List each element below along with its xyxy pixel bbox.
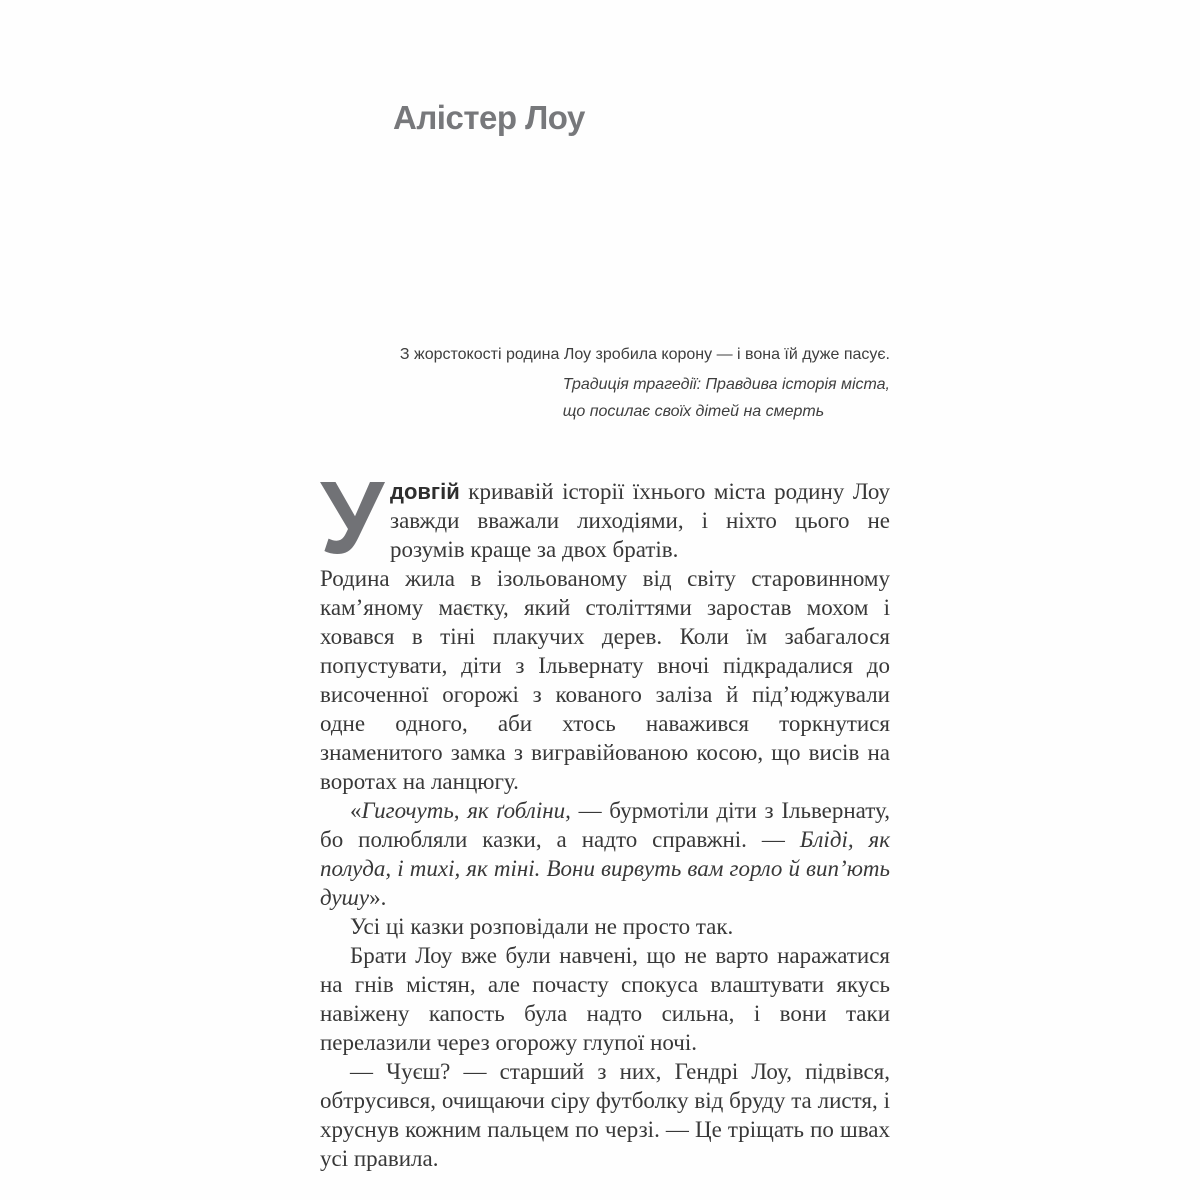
text-run: Бліді, як полуда, і тихі, як тіні. Вони вирвуть вам горло й вип’ють душу — [320, 827, 890, 910]
paragraph — [320, 941, 890, 1057]
text-run: Усі ці казки розповідали не просто так. — [350, 914, 734, 939]
epigraph — [393, 341, 890, 425]
text-run: довгій — [390, 479, 460, 504]
paragraph — [320, 796, 890, 912]
text-run: Родина жила в ізольованому від світу старовинному кам’яному маєтку, який століттями заростав мохом і ховався в тіні плакучих дерев. Коли їм забагалося попустувати, діти з Ільвернату вночі підкрадалися до височенної огорожі з кованого заліза й під’юджували одне одного, аби хтось наважився торкнутися знаменитого замка з вигравійованою косою, що висів на воротах на ланцюгу. — [320, 566, 890, 794]
drop-cap: У — [320, 460, 385, 575]
epigraph-quote: З жорстокості родина Лоу зробила корону — і вона їй дуже пасує. — [399, 346, 890, 363]
epigraph-source-line: Традиція трагедії: Правдива історія міста, — [562, 376, 890, 393]
text-run: « — [350, 798, 362, 823]
body-text — [320, 460, 890, 1173]
text-run: — бурмотіли діти з Ільвернату, бо полюбляли казки, а надто справжні. — — [320, 798, 890, 852]
text-run: кривавій історії їхнього міста родину Лоу завжди вважали лиходіями, і ніхто цього не розумів краще за двох братів. — [390, 479, 890, 562]
text-run: — Чуєш? — старший з них, Гендрі Лоу, підвівся, обтрусився, очищаючи сіру футболку від бруду та листя, і хруснув кожним пальцем по черзі. — Це тріщать по швах усі правила. — [320, 1059, 890, 1171]
text-run: Гигочуть, як ґобліни, — [361, 798, 571, 823]
epigraph-source — [563, 371, 890, 425]
epigraph-source-line: що посилає своїх дітей на смерть — [562, 403, 825, 420]
chapter-title: Алістер Лоу — [393, 99, 585, 136]
paragraph — [320, 564, 890, 796]
paragraph — [320, 912, 890, 941]
paragraph — [320, 1057, 890, 1173]
paragraph — [320, 460, 890, 575]
text-run: Брати Лоу вже були навчені, що не варто наражатися на гнів містян, але почасту спокуса влаштувати якусь навіжену капость була надто сильна, і вони таки перелазили через огорожу глупої ночі. — [320, 943, 890, 1055]
text-run: ». — [369, 885, 387, 910]
